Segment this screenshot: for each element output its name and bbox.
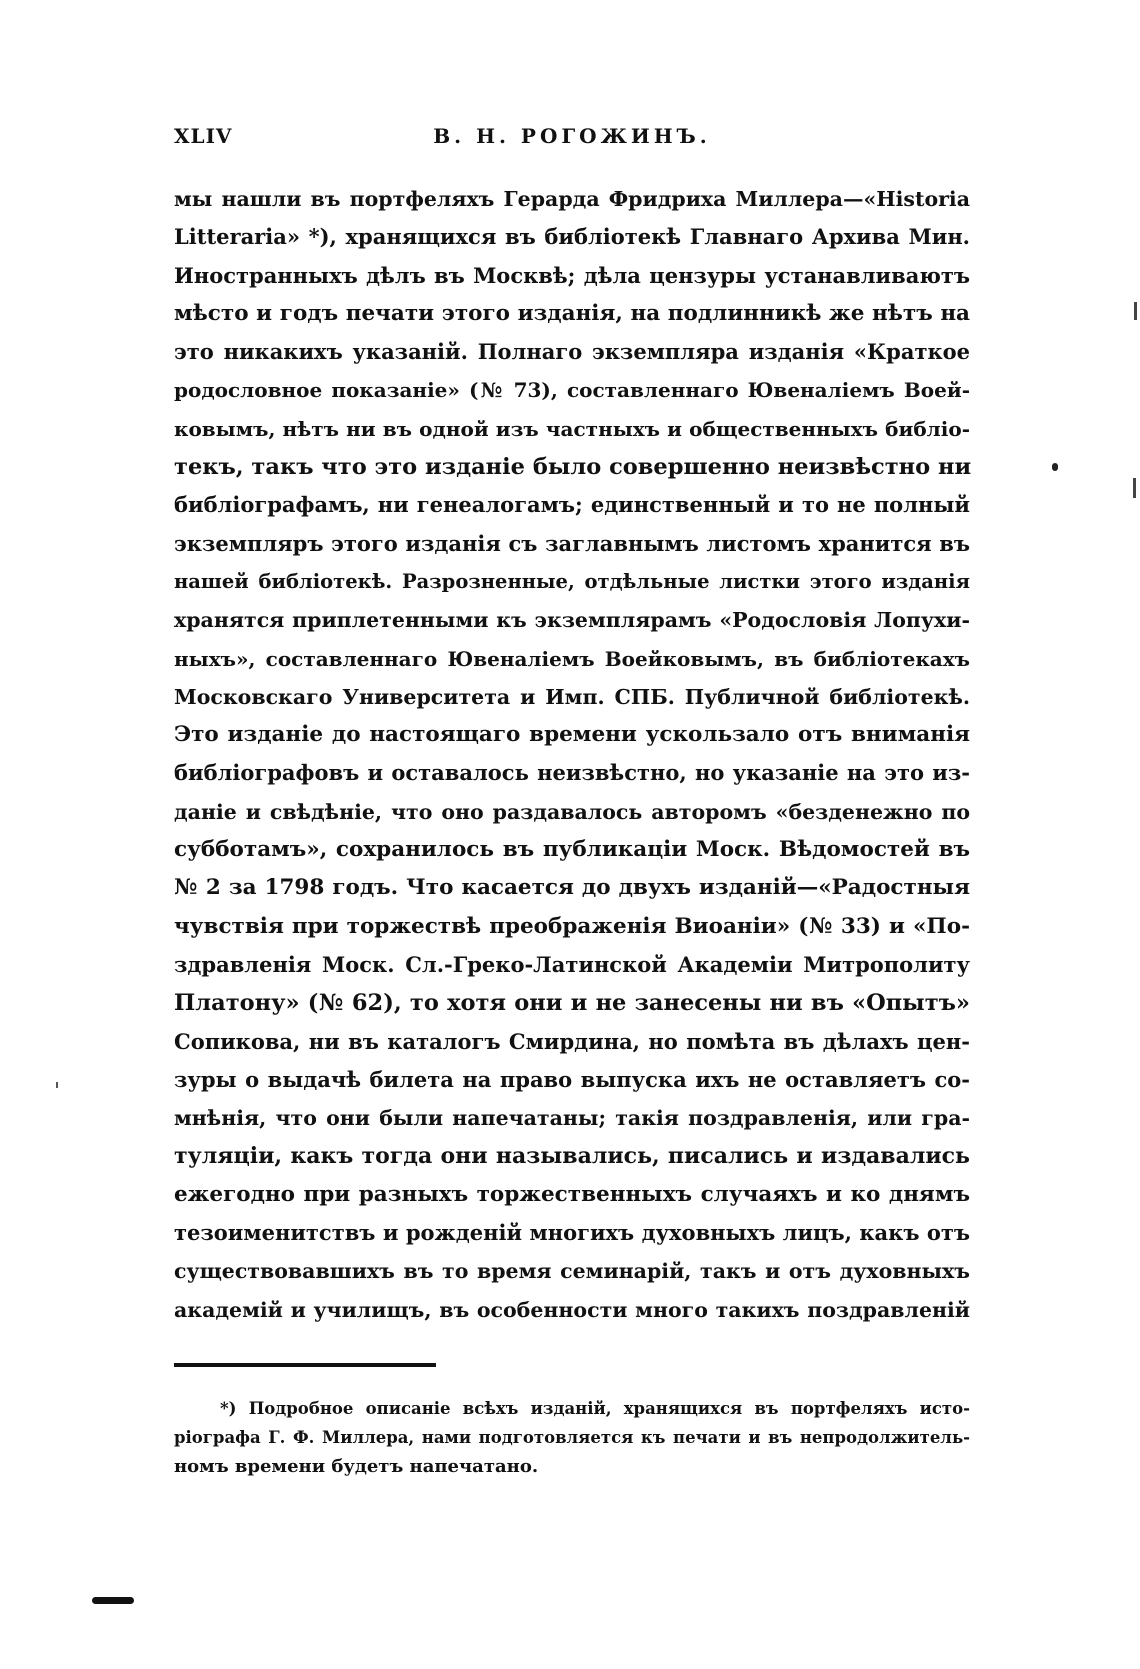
scan-dash-mark (92, 1597, 134, 1604)
scan-edge-mark (1134, 302, 1137, 320)
text-line: тезоименитствъ и рожденій многихъ духовныхъ лицъ, какъ отъ (174, 1220, 970, 1246)
running-title: В. Н. РОГОЖИНЪ. (433, 124, 711, 148)
footnote-line: *) Подробное описаніе всѣхъ изданій, хранящихся въ портфеляхъ исто- (220, 1399, 970, 1418)
text-line: здравленія Моск. Сл.-Греко-Латинской Академіи Митрополиту (174, 951, 970, 977)
scan-speck (56, 1082, 58, 1088)
text-line: родословное показаніе» (№ 73), составленнаго Ювеналіемъ Воей- (174, 378, 970, 403)
text-line: библіографамъ, ни генеалогамъ; единственный и то не полный (174, 492, 970, 518)
footnote (174, 1394, 970, 1481)
text-line: нашей библіотекѣ. Разрозненные, отдѣльные листки этого изданія (174, 569, 970, 593)
footnote-line: номъ времени будетъ напечатано. (174, 1456, 539, 1477)
text-line: текъ, такъ что это изданіе было совершенно неизвѣстно ни (174, 454, 972, 481)
footnote-divider (174, 1363, 436, 1367)
text-line: Litteraria» *), хранящихся въ библіотекѣ Главнаго Архива Мин. (174, 224, 970, 250)
text-line: существовавшихъ въ то время семинарій, такъ и отъ духовныхъ (174, 1259, 970, 1284)
text-line: экземпляръ этого изданія съ заглавнымъ листомъ хранится въ (174, 530, 970, 556)
text-line: ежегодно при разныхъ торжественныхъ случаяхъ и ко днямъ (174, 1181, 970, 1207)
text-line: субботамъ», сохранилось въ публикаціи Моск. Вѣдомостей въ (174, 837, 970, 863)
text-line: это никакихъ указаній. Полнаго экземпляра изданія «Краткое (174, 339, 970, 365)
text-line: даніе и свѣдѣніе, что оно раздавалось авторомъ «безденежно по (174, 799, 970, 824)
text-line: академій и училищъ, въ особенности много такихъ поздравленій (174, 1297, 970, 1322)
text-line: мѣсто и годъ печати этого изданія, на подлинникѣ же нѣтъ на (174, 300, 970, 326)
text-line: туляціи, какъ тогда они назывались, писались и издавались (174, 1143, 970, 1170)
text-line: зуры о выдачѣ билета на право выпуска ихъ не оставляетъ со- (174, 1066, 970, 1092)
main-text (174, 180, 970, 1329)
scan-speck (1052, 463, 1058, 471)
text-line: Московскаго Университета и Имп. СПБ. Публичной библіотекѣ. (174, 684, 970, 709)
footnote-line: ріографа Г. Ф. Миллера, нами подготовляется къ печати и въ непродолжитель- (174, 1428, 970, 1447)
text-line: ковымъ, нѣтъ ни въ одной изъ частныхъ и общественныхъ библіо- (174, 416, 970, 441)
text-line: библіографовъ и оставалось неизвѣстно, но указаніе на это из- (174, 760, 970, 786)
scan-edge-mark (1133, 478, 1136, 498)
text-line: Иностранныхъ дѣлъ въ Москвѣ; дѣла цензуры устанавливаютъ (174, 262, 970, 288)
text-line: хранятся приплетенными къ экземплярамъ «Родословія Лопухи- (174, 608, 970, 633)
text-line: чувствія при торжествѣ преображенія Виоаніи» (№ 33) и «По- (174, 913, 970, 939)
text-line: Платону» (№ 62), то хотя они и не занесены ни въ «Опытъ» (174, 990, 970, 1017)
page-header (174, 124, 970, 156)
text-line: № 2 за 1798 годъ. Что касается до двухъ изданій—«Радостныя (174, 875, 970, 901)
text-line: Сопикова, ни въ каталогъ Смирдина, но помѣта въ дѣлахъ цен- (174, 1028, 970, 1054)
text-line: мнѣнія, что они были напечатаны; такія поздравленія, или гра- (174, 1106, 970, 1131)
text-line: Это изданіе до настоящаго времени ускользало отъ вниманія (174, 722, 970, 748)
text-line: мы нашли въ портфеляхъ Герарда Фридриха Миллера—«Historia (174, 187, 970, 211)
page-number: XLIV (174, 124, 233, 148)
text-line: ныхъ», составленнаго Ювеналіемъ Воейковымъ, въ библіотекахъ (174, 646, 970, 671)
